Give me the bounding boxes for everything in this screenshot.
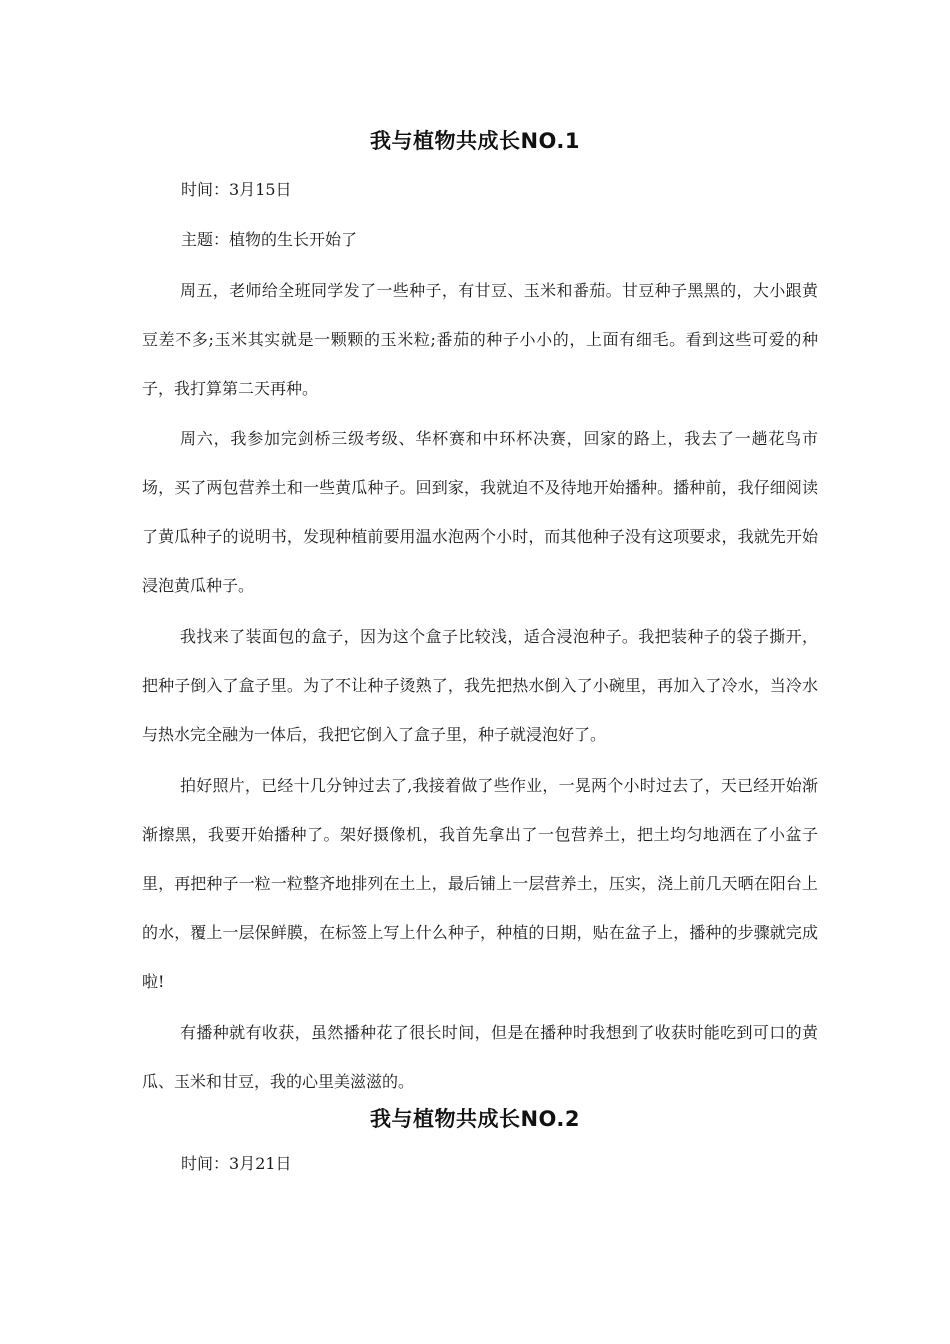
entry-1-title: 我与植物共成长NO.1 <box>369 129 581 153</box>
time-label: 时间： <box>181 1154 230 1173</box>
entry-1-theme <box>181 228 357 252</box>
paragraph-4: 拍好照片，已经十几分钟过去了,我接着做了些作业，一晃两个小时过去了，天已经开始渐渐擦黑，我要开始播种了。架好摄像机，我首先拿出了一包营养土，把土均匀地洒在了小盆子里，再把种子一粒一粒整齐地排列在土上，最后铺上一层营养土，压实，浇上前几天晒在阳台上的水，覆上一层保鲜膜，在标签上写上什么种子，种植的日期，贴在盆子上，播种的步骤就完成啦! <box>142 776 818 991</box>
theme-label: 主题： <box>181 230 230 249</box>
entry-1-time <box>181 178 292 202</box>
entry-2-time <box>181 1152 292 1176</box>
paragraph-1: 周五，老师给全班同学发了一些种子，有甘豆、玉米和番茄。甘豆种子黑黑的，大小跟黄豆差不多;玉米其实就是一颗颗的玉米粒;番茄的种子小小的，上面有细毛。看到这些可爱的种子，我打算第二天再种。 <box>142 281 818 398</box>
time-value: 3月21日 <box>229 1154 292 1173</box>
entry-2-title: 我与植物共成长NO.2 <box>369 1107 581 1131</box>
theme-value: 植物的生长开始了 <box>229 230 358 249</box>
time-label: 时间： <box>181 180 230 199</box>
paragraph-5: 有播种就有收获，虽然播种花了很长时间，但是在播种时我想到了收获时能吃到可口的黄瓜、玉米和甘豆，我的心里美滋滋的。 <box>142 1023 818 1091</box>
time-value: 3月15日 <box>229 180 292 199</box>
paragraph-2: 周六，我参加完剑桥三级考级、华杯赛和中环杯决赛，回家的路上，我去了一趟花鸟市场，买了两包营养土和一些黄瓜种子。回到家，我就迫不及待地开始播种。播种前，我仔细阅读了黄瓜种子的说明书，发现种植前要用温水泡两个小时，而其他种子没有这项要求，我就先开始浸泡黄瓜种子。 <box>142 429 818 595</box>
paragraph-3: 我找来了装面包的盒子，因为这个盒子比较浅，适合浸泡种子。我把装种子的袋子撕开，把种子倒入了盒子里。为了不让种子烫熟了，我先把热水倒入了小碗里，再加入了冷水，当冷水与热水完全融为一体后，我把它倒入了盒子里，种子就浸泡好了。 <box>142 627 818 744</box>
